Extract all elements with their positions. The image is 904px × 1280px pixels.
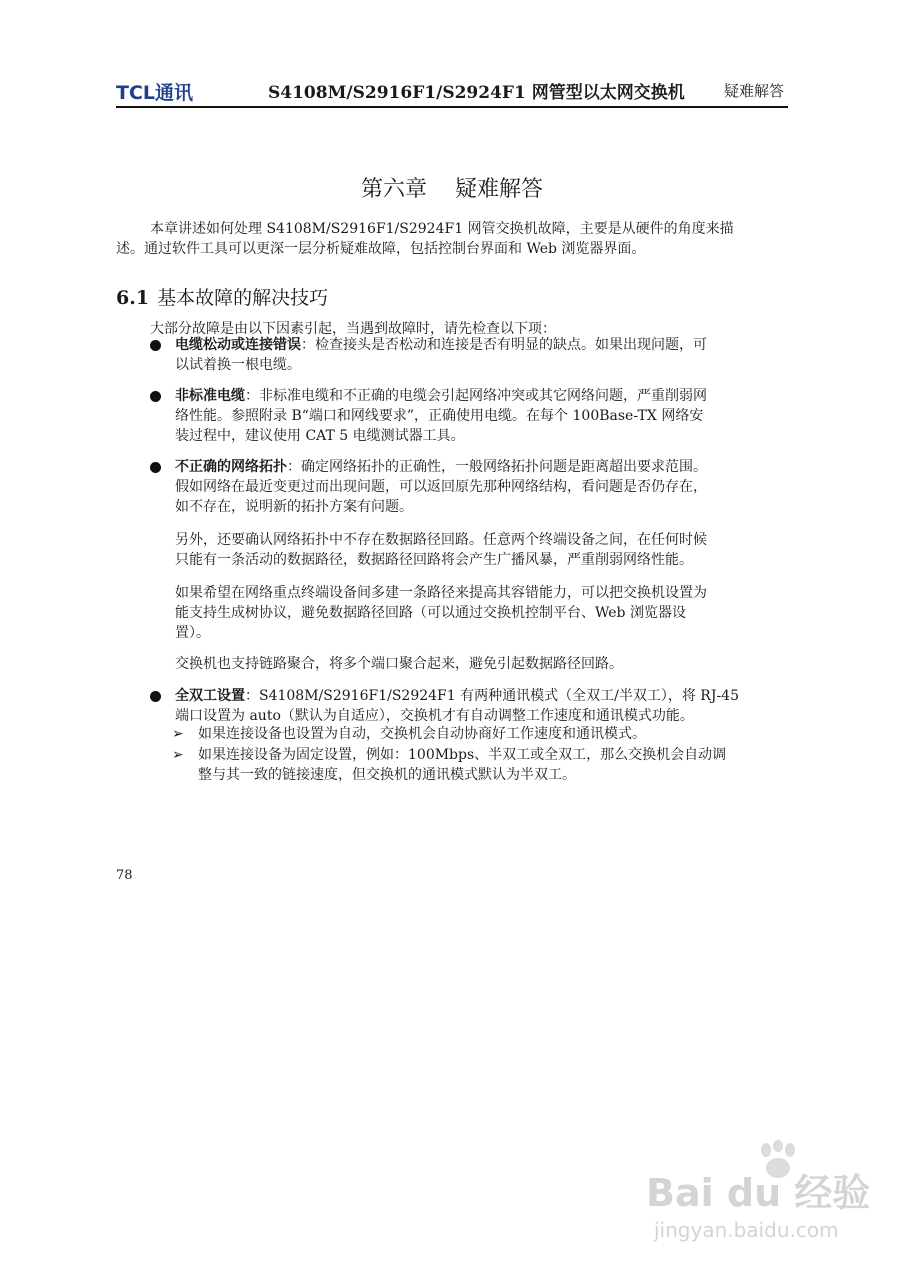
- intro-line-2: 述。通过软件工具可以更深一层分析疑难故障，包括控制台界面和 Web 浏览器界面。: [116, 241, 646, 257]
- item-4-sub-2-line-1: 如果连接设备为固定设置，例如：100Mbps、半双工或全双工，那么交换机会自动调: [198, 747, 727, 763]
- document-title: S4108M/S2916F1/S2924F1 网管型以太网交换机: [268, 83, 685, 103]
- bullet-dot-icon: [150, 691, 161, 702]
- header-section-name: 疑难解答: [724, 82, 785, 100]
- arrow-right-icon: ➢: [172, 747, 184, 763]
- item-3-para-2-line-1: 如果希望在网络重点终端设备间多建一条路径来提高其容错能力，可以把交换机设置为: [175, 585, 707, 601]
- bullet-dot-icon: [150, 391, 161, 402]
- item-4-text: ：S4108M/S2916F1/S2924F1 有两种通讯模式（全双工/半双工），将 RJ-45: [245, 688, 739, 704]
- item-1-term: 电缆松动或连接错误: [175, 337, 301, 353]
- item-1-text: ：检查接头是否松动和连接是否有明显的缺点。如果出现问题，可: [301, 337, 707, 353]
- header-rule: [116, 106, 788, 108]
- item-4-sub-2-line-2: 整与其一致的链接速度，但交换机的通讯模式默认为半双工。: [198, 767, 576, 783]
- page-number: 78: [116, 868, 133, 883]
- section-title: 基本故障的解决技巧: [157, 287, 329, 309]
- item-4-line-1: [175, 686, 739, 706]
- item-3-term: 不正确的网络拓扑: [175, 459, 287, 475]
- section-lead: 大部分故障是由以下因素引起，当遇到故障时，请先检查以下项：: [150, 321, 556, 337]
- item-3-para-1-line-2: 只能有一条活动的数据路径，数据路径回路将会产生广播风暴，严重削弱网络性能。: [175, 552, 693, 568]
- watermark-brand: Bai du 经验: [646, 1171, 871, 1215]
- chapter-title: 第六章 疑难解答: [361, 177, 543, 202]
- item-3-line-2: 假如网络在最近变更过而出现问题，可以返回原先那种网络结构，看问题是否仍存在，: [175, 479, 707, 495]
- tcl-logo: TCL通讯: [116, 82, 194, 104]
- item-3-para-2-line-2: 能支持生成树协议，避免数据路径回路（可以通过交换机控制平台、Web 浏览器设: [175, 605, 686, 621]
- item-2-line-2: 络性能。参照附录 B“端口和网线要求”，正确使用电缆。在每个 100Base-TX 网络安: [175, 408, 704, 424]
- watermark-url: jingyan.baidu.com: [654, 1218, 839, 1242]
- item-3-line-1: [175, 457, 707, 477]
- item-3-para-2-line-3: 置）。: [175, 625, 210, 641]
- section-heading: [116, 283, 328, 310]
- item-4-sub-1-line-1: 如果连接设备也设置为自动，交换机会自动协商好工作速度和通讯模式。: [198, 726, 646, 742]
- item-1-line-2: 以试着换一根电缆。: [175, 357, 301, 373]
- bullet-dot-icon: [150, 462, 161, 473]
- item-4-line-2: 端口设置为 auto（默认为自适应），交换机才有自动调整工作速度和通讯模式功能。: [175, 708, 694, 724]
- section-number: 6.1: [116, 287, 150, 309]
- item-3-text: ：确定网络拓扑的正确性，一般网络拓扑问题是距离超出要求范围。: [287, 459, 707, 475]
- intro-line-1: 本章讲述如何处理 S4108M/S2916F1/S2924F1 网管交换机故障，主要是从硬件的角度来描: [150, 221, 734, 237]
- item-3-para-3-line-1: 交换机也支持链路聚合，将多个端口聚合起来，避免引起数据路径回路。: [175, 656, 623, 672]
- baidu-jingyan-watermark: [646, 1140, 896, 1260]
- item-2-line-3: 装过程中，建议使用 CAT 5 电缆测试器工具。: [175, 428, 465, 444]
- item-2-term: 非标准电缆: [175, 388, 245, 404]
- arrow-right-icon: ➢: [172, 726, 184, 742]
- item-3-line-3: 如不存在，说明新的拓扑方案有问题。: [175, 499, 413, 515]
- item-1-line-1: [175, 335, 707, 355]
- bullet-dot-icon: [150, 340, 161, 351]
- item-4-term: 全双工设置: [175, 688, 245, 704]
- item-2-line-1: [175, 386, 707, 406]
- item-2-text: ：非标准电缆和不正确的电缆会引起网络冲突或其它网络问题，严重削弱网: [245, 388, 707, 404]
- item-3-para-1-line-1: 另外，还要确认网络拓扑中不存在数据路径回路。任意两个终端设备之间，在任何时候: [175, 532, 707, 548]
